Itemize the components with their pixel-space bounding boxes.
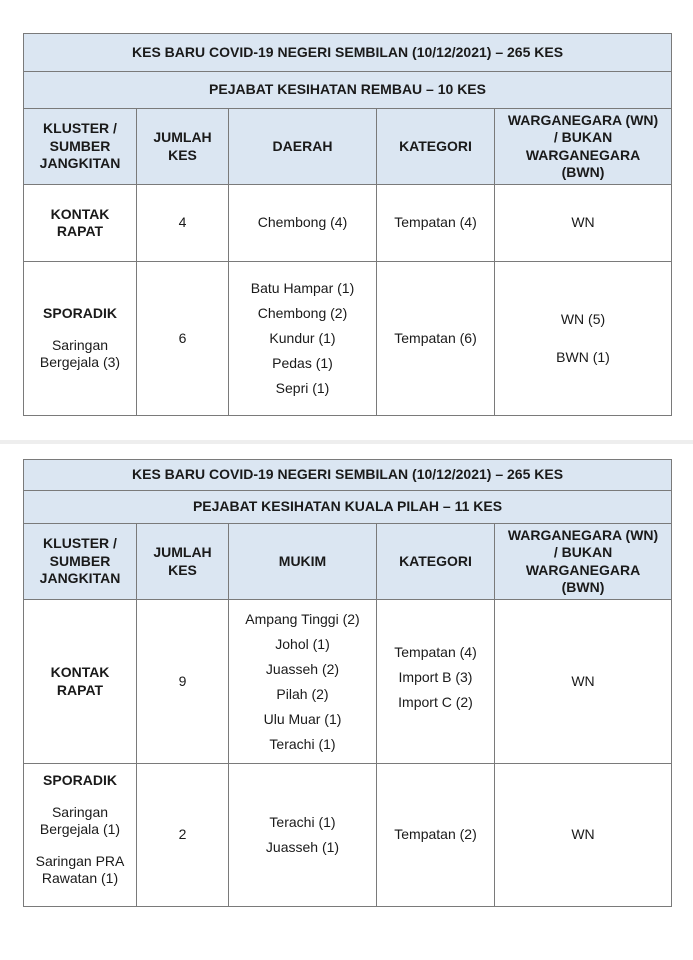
header-line: KES	[168, 561, 197, 578]
header-daerah: DAERAH	[229, 109, 377, 185]
mukim-item: Juasseh (1)	[265, 839, 340, 855]
report-banner: KES BARU COVID-19 NEGERI SEMBILAN (10/12/2021) – 265 KES	[24, 34, 672, 72]
header-line: JANGKITAN	[39, 155, 121, 172]
daerah-item: Pedas (1)	[272, 355, 333, 371]
kluster-cell	[24, 185, 137, 262]
kategori-item: Tempatan (4)	[394, 644, 477, 660]
header-line: JUMLAH	[153, 544, 212, 560]
warga-item: WN (5)	[560, 310, 606, 327]
table-row	[24, 185, 672, 262]
kluster-title: RAPAT	[56, 681, 104, 698]
header-mukim: MUKIM	[229, 524, 377, 600]
rembau-table	[23, 33, 672, 416]
header-line: / BUKAN	[553, 129, 613, 145]
kluster-sub: Saringan Bergejala (1)	[39, 803, 121, 837]
jumlah-cell: 6	[137, 262, 229, 416]
mukim-item: Ampang Tinggi (2)	[245, 610, 360, 627]
kuala-pilah-sheet	[0, 444, 693, 960]
table-row	[24, 764, 672, 907]
kategori-item: Import C (2)	[398, 694, 473, 710]
warga-cell	[495, 262, 672, 416]
health-office-title: PEJABAT KESIHATAN KUALA PILAH – 11 KES	[24, 491, 672, 524]
header-line: (BWN)	[561, 579, 605, 595]
warga-cell	[495, 185, 672, 262]
warga-item: BWN (1)	[556, 349, 610, 365]
daerah-cell	[229, 262, 377, 416]
report-banner: KES BARU COVID-19 NEGERI SEMBILAN (10/12/2021) – 265 KES	[24, 460, 672, 491]
kluster-title: KONTAK	[50, 205, 110, 222]
header-warga	[495, 109, 672, 185]
daerah-item: Chembong (4)	[257, 214, 348, 231]
header-kluster	[24, 109, 137, 185]
kluster-title: SPORADIK	[43, 772, 117, 788]
header-line: KES	[168, 146, 197, 163]
warga-cell	[495, 600, 672, 764]
header-jumlah	[137, 109, 229, 185]
header-line: WARGANEGARA	[525, 561, 641, 578]
header-line: / BUKAN	[553, 544, 613, 560]
kategori-cell	[377, 262, 495, 416]
warga-item: WN	[571, 672, 595, 689]
mukim-item: Juasseh (2)	[265, 660, 340, 677]
mukim-item: Ulu Muar (1)	[263, 710, 342, 727]
mukim-item: Pilah (2)	[276, 685, 329, 702]
header-kategori: KATEGORI	[377, 524, 495, 600]
jumlah-cell: 9	[137, 600, 229, 764]
health-office-title: PEJABAT KESIHATAN REMBAU – 10 KES	[24, 72, 672, 109]
daerah-cell	[229, 185, 377, 262]
mukim-cell	[229, 764, 377, 907]
mukim-item: Terachi (1)	[269, 735, 336, 752]
daerah-item: Sepri (1)	[275, 380, 330, 396]
kategori-item: Tempatan (6)	[394, 329, 477, 346]
header-line: JANGKITAN	[39, 570, 121, 587]
mukim-cell	[229, 600, 377, 764]
kategori-item: Import B (3)	[398, 669, 473, 685]
mukim-item: Johol (1)	[275, 635, 330, 652]
kluster-sub: Saringan PRA Rawatan (1)	[35, 852, 125, 886]
jumlah-cell: 2	[137, 764, 229, 907]
kluster-title: SPORADIK	[43, 305, 117, 322]
mukim-item: Terachi (1)	[269, 814, 336, 830]
warga-item: WN	[571, 826, 595, 843]
kluster-sub: Saringan Bergejala (3)	[39, 336, 121, 371]
header-line: SUMBER	[49, 137, 111, 154]
table-row	[24, 262, 672, 416]
table-row	[24, 600, 672, 764]
kluster-cell	[24, 600, 137, 764]
header-kategori: KATEGORI	[377, 109, 495, 185]
rembau-sheet	[0, 0, 693, 440]
kluster-title: RAPAT	[56, 223, 104, 239]
kluster-cell	[24, 262, 137, 416]
kluster-title: KONTAK	[50, 664, 110, 680]
kategori-cell	[377, 600, 495, 764]
header-line: SUMBER	[49, 552, 111, 569]
header-line: WARGANEGARA	[525, 146, 641, 163]
kategori-item: Tempatan (4)	[394, 214, 477, 231]
header-jumlah	[137, 524, 229, 600]
kategori-item: Tempatan (2)	[394, 826, 477, 843]
kuala-pilah-table	[23, 459, 672, 907]
header-line: KLUSTER /	[43, 535, 117, 552]
header-line: JUMLAH	[153, 129, 212, 145]
kluster-cell	[24, 764, 137, 907]
daerah-item: Chembong (2)	[257, 305, 348, 321]
daerah-item: Batu Hampar (1)	[250, 280, 355, 296]
kategori-cell	[377, 764, 495, 907]
warga-item: WN	[571, 214, 595, 231]
header-kluster	[24, 524, 137, 600]
header-line: KLUSTER /	[43, 120, 117, 137]
warga-cell	[495, 764, 672, 907]
daerah-item: Kundur (1)	[269, 330, 336, 346]
header-line: (BWN)	[561, 164, 605, 180]
kategori-cell	[377, 185, 495, 262]
jumlah-cell: 4	[137, 185, 229, 262]
header-warga	[495, 524, 672, 600]
header-line: WARGANEGARA (WN)	[507, 111, 659, 128]
header-line: WARGANEGARA (WN)	[507, 526, 659, 543]
